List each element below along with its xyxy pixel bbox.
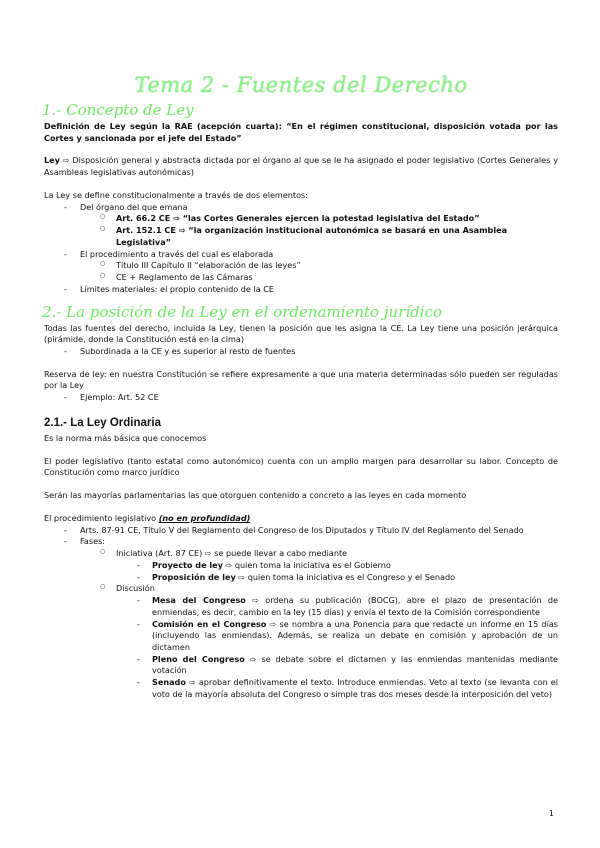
list-item: ○ Discusión [100, 583, 155, 594]
list-item: - Del órgano del que emana [64, 201, 188, 212]
definicion-text: (acepción cuarta): “En el régimen constitucional, disposición votada por las Cortes y sancionada por el jefe del Estado” [44, 121, 558, 143]
document-title: Tema 2 - Fuentes del Derecho [134, 73, 468, 97]
dash-bullet: - [137, 653, 140, 664]
list-item: ○ Título III Capítulo II “elaboración de las leyes” [100, 260, 301, 271]
procedimiento-list [44, 525, 558, 701]
dash-bullet: - [64, 201, 67, 212]
paragraph-mayorias: Serán las mayorías parlamentarias las que otorguen contenido a concreto a las leyes en cada momento [44, 490, 467, 501]
paragraph-fuentes: Todas las fuentes del derecho, incluida la Ley, tienen la posición que les asigna la CE. La Ley tiene una posición jerárquica (pirámide, donde la Constitución está en la cima) [44, 322, 558, 345]
circle-bullet: ○ [100, 260, 106, 268]
paragraph-procedimiento: El procedimiento legislativo (no en profundidad) [44, 512, 251, 523]
dash-bullet: - [64, 248, 67, 259]
paragraph-definicion [44, 121, 558, 144]
dash-bullet: - [64, 536, 67, 547]
dash-bullet: - [64, 392, 67, 403]
dash-bullet: - [137, 595, 140, 606]
list-item: - Arts. 87-91 CE, Título V del Reglamento del Congreso de los Diputados y Título IV del Reglamento del Senado [64, 524, 524, 535]
paragraph-norma: Es la norma más básica que conocemos [44, 432, 207, 443]
list-item: ○ CE + Reglamento de las Cámaras [100, 272, 253, 283]
list-item: - Proposición de ley ⇨ quien toma la iniciativa es el Congreso y el Senado [137, 571, 456, 582]
ley-label: Ley [44, 155, 60, 166]
list-item: - Comisión en el Congreso ⇨ se nombra a una Ponencia para que redacte un informe en 15 días (incluyendo las enmiendas). Además, se realiza un debate en comisión y aprobación de un dictamen [137, 618, 558, 652]
list-item: - Senado ⇨ aprobar definitivamente el texto. Introduce enmiendas. Veto al texto (se levanta con el voto de la mayoría absoluta del Congreso o simple tras dos meses desde la interposición del veto) [137, 677, 558, 699]
paragraph-reserva: Reserva de ley: en nuestra Constitución se refiere expresamente a que una materia determinadas sólo pueden ser reguladas por la Ley [44, 368, 558, 391]
section-heading-concepto: 1.- Concepto de Ley [42, 101, 194, 119]
posicion-list [44, 346, 558, 358]
list-item: ○ Art. 66.2 CE ⇨ “las Cortes Generales ejercen la potestad legislativa del Estado” [100, 213, 480, 224]
list-item: - Fases: [64, 536, 106, 547]
circle-bullet: ○ [100, 225, 106, 233]
list-item: - Límites materiales: el propio contenido de la CE [64, 283, 275, 294]
elements-list [44, 202, 558, 296]
paragraph-poder: El poder legislativo (tanto estatal como autonómico) cuenta con un amplio margen para desarrollar su labor. Concepto de Constitución como marco jurídico [44, 455, 558, 478]
procedimiento-note: (no en profundidad) [158, 512, 251, 523]
circle-bullet: ○ [100, 548, 106, 556]
list-item: - Mesa del Congreso ⇨ ordena su publicación (BOCG), abre el plazo de presentación de enmiendas, es decir, cambio en la ley (15 días) y envía el texto de la Comisión correspondiente [137, 595, 558, 617]
subsection-heading-ley-ordinaria: 2.1.- La Ley Ordinaria [44, 416, 161, 429]
dash-bullet: - [137, 571, 140, 582]
paragraph-ley [44, 155, 558, 178]
list-item: - Pleno del Congreso ⇨ se debate sobre el dictamen y las enmiendas mantenidas mediante votación [137, 653, 558, 676]
page-number: 1 [548, 809, 554, 818]
circle-bullet: ○ [100, 272, 106, 280]
dash-bullet: - [64, 283, 67, 294]
dash-bullet: - [64, 346, 67, 357]
dash-bullet: - [64, 524, 67, 535]
list-item: - Ejemplo: Art. 52 CE [64, 392, 159, 403]
list-item: - El procedimiento a través del cual es elaborada [64, 248, 274, 259]
definicion-label: Definición de Ley según la RAE [44, 121, 193, 131]
paragraph-define: La Ley se define constitucionalmente a través de dos elementos: [44, 189, 308, 200]
dash-bullet: - [137, 559, 140, 570]
reserva-list [44, 392, 558, 404]
list-item: ○ Iniciativa (Art. 87 CE) ⇨ se puede llevar a cabo mediante [100, 548, 348, 559]
circle-bullet: ○ [100, 583, 106, 591]
document-page [44, 72, 558, 701]
list-item: ○ Art. 152.1 CE ⇨ “la organización institucional autonómica se basará en una Asamblea Legislativa” [100, 225, 508, 247]
dash-bullet: - [137, 618, 140, 629]
circle-bullet: ○ [100, 213, 106, 221]
list-item: - Proyecto de ley ⇨ quien toma la iniciativa es el Gobierno [137, 559, 391, 570]
ley-text: ⇨ Disposición general y abstracta dictada por el órgano al que se le ha asignado el poder legislativo (Cortes Generales y Asambleas legislativas autonómicas) [44, 155, 558, 178]
section-heading-posicion: 2.- La posición de la Ley en el ordenamiento jurídico [42, 302, 442, 321]
list-item: - Subordinada a la CE y es superior al resto de fuentes [64, 346, 296, 357]
dash-bullet: - [137, 677, 140, 688]
